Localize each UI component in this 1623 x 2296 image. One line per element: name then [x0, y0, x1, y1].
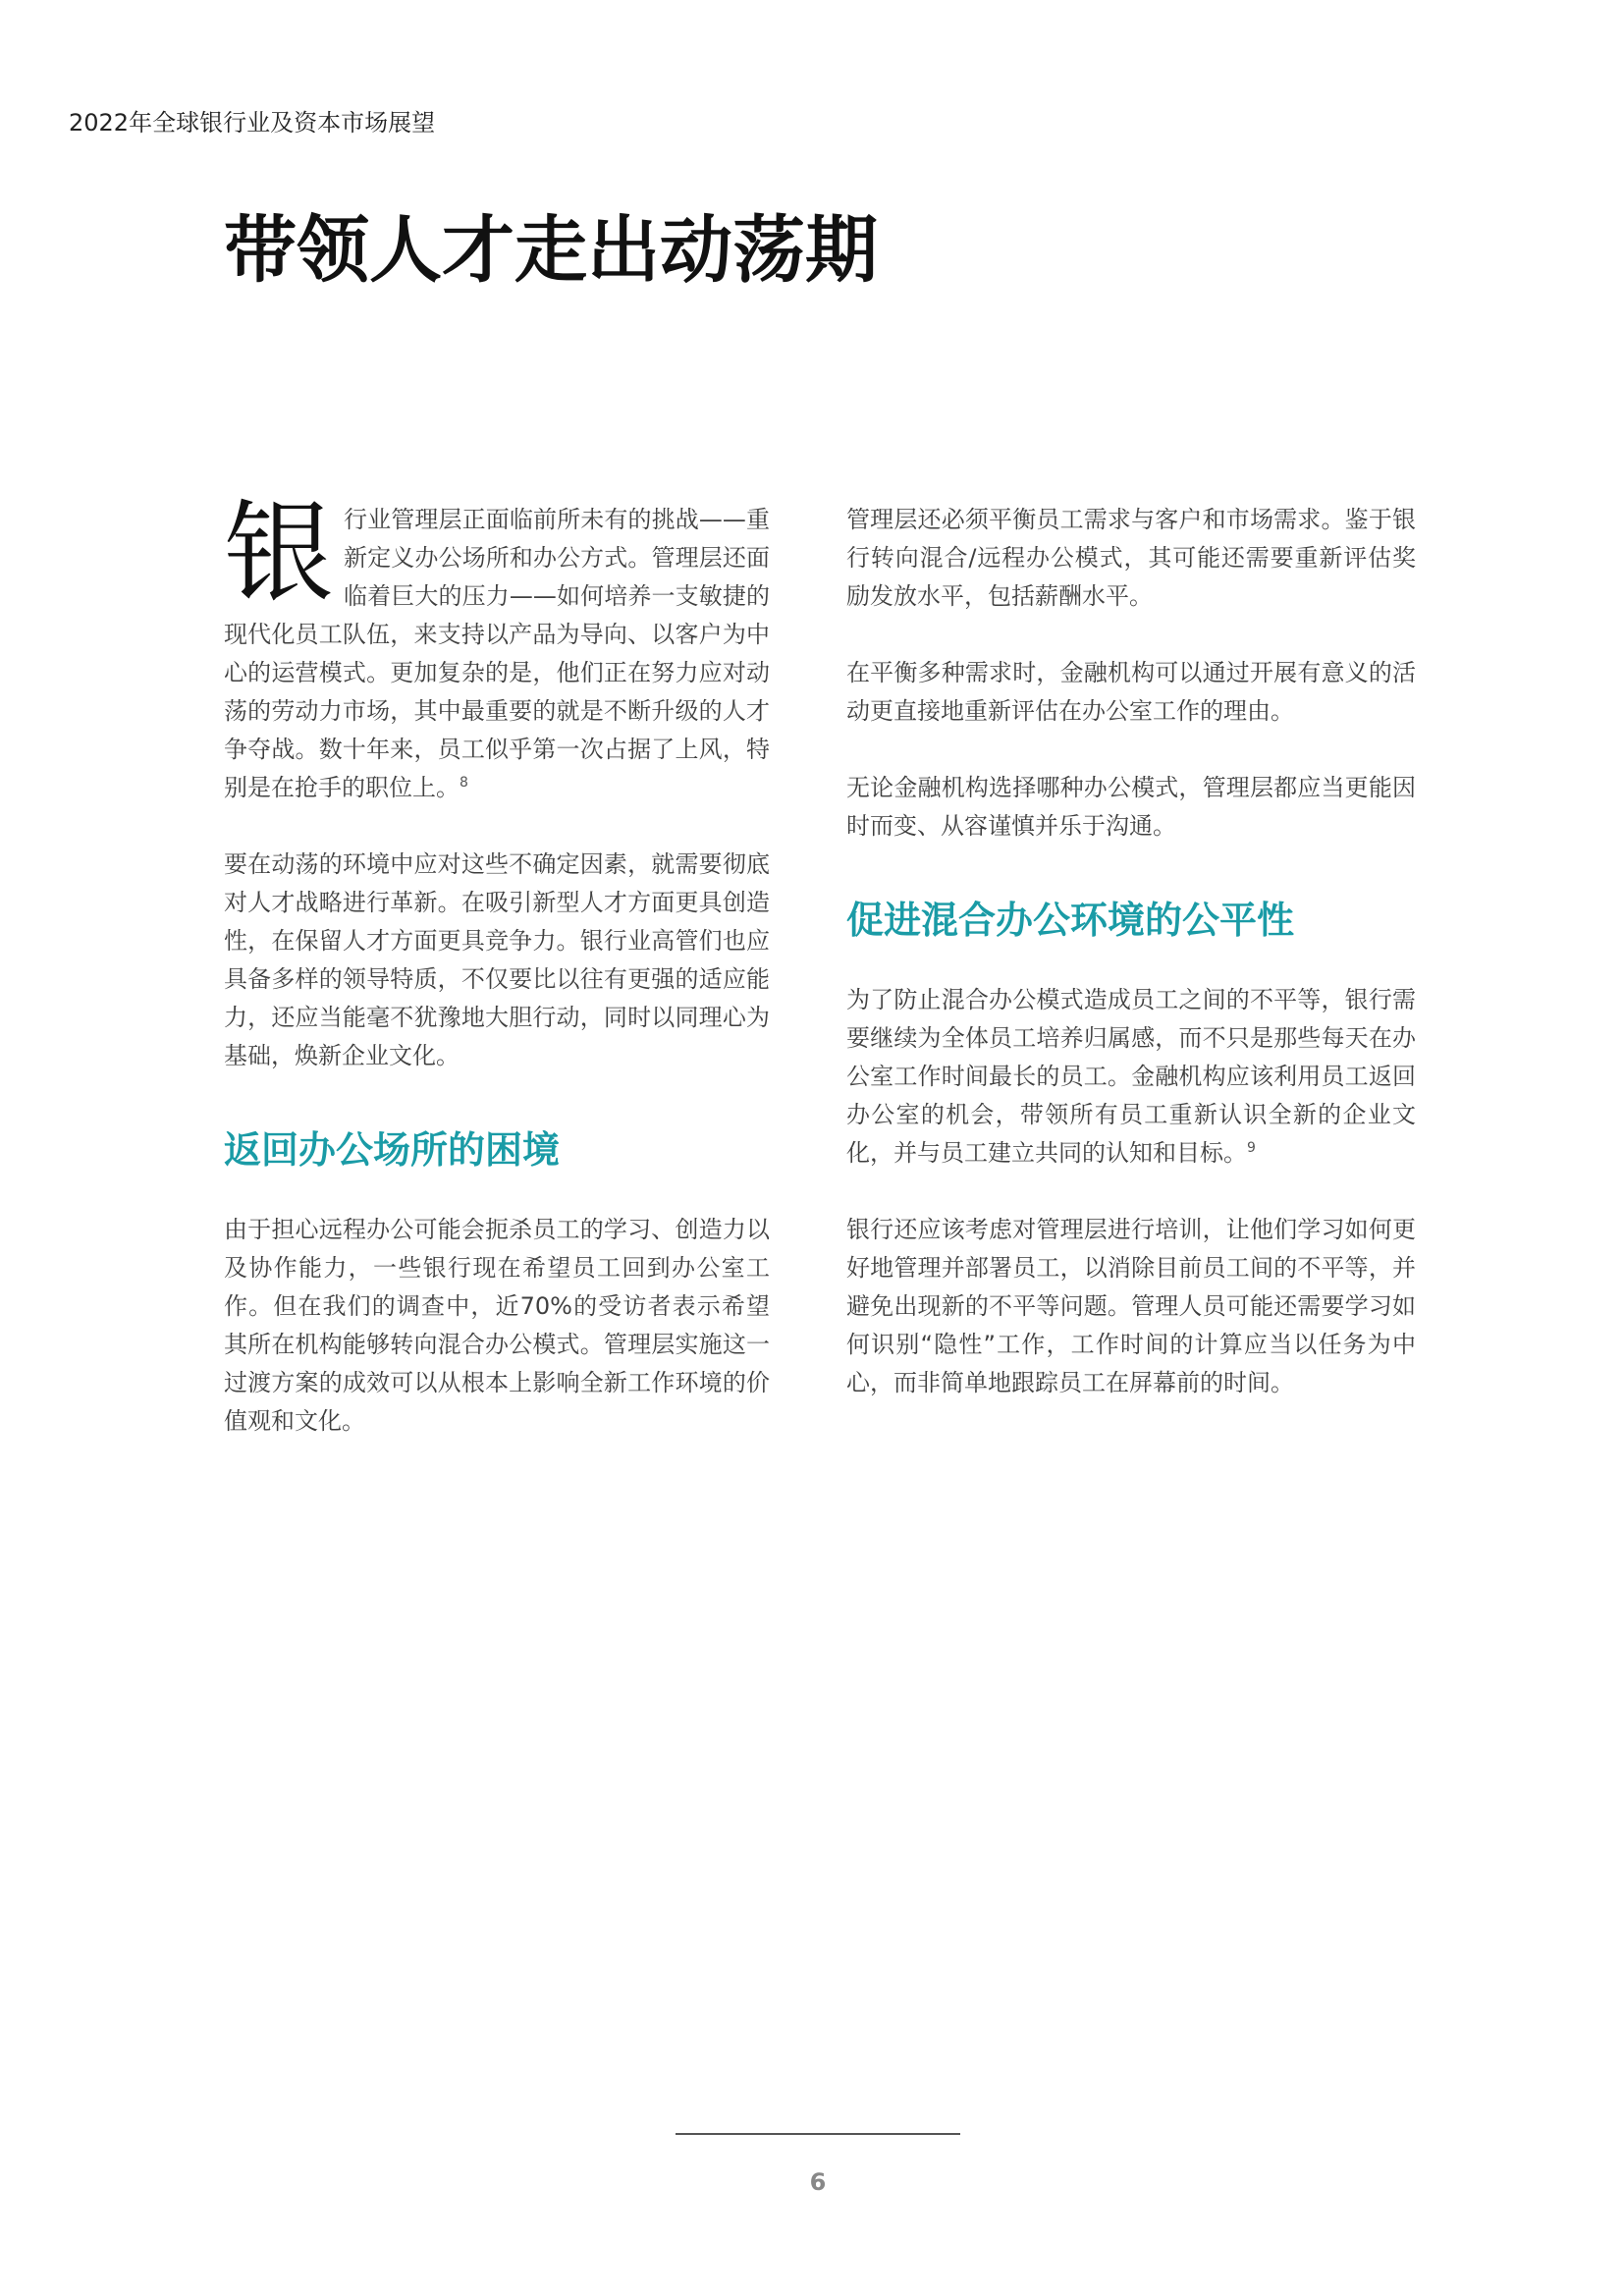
- intro-text: 行业管理层正面临前所未有的挑战——重新定义办公场所和办公方式。管理层还面临着巨大的压力——如何培养一支敏捷的现代化员工队伍，来支持以产品为导向、以客户为中心的运营模式。更加复杂的是，他们正在努力应对动荡的劳动力市场，其中最重要的就是不断升级的人才争夺战。数十年来，员工似乎第一次占据了上风，特别是在抢手的职位上。: [224, 506, 770, 801]
- running-header: 2022年全球银行业及资本市场展望: [69, 109, 436, 137]
- footnote-ref[interactable]: 9: [1247, 1139, 1256, 1156]
- drop-cap: 银: [224, 490, 334, 618]
- balance-needs-paragraph: 管理层还必须平衡员工需求与客户和市场需求。鉴于银行转向混合/远程办公模式，其可能还需要重新评估奖励发放水平，包括薪酬水平。: [846, 506, 1416, 610]
- office-model-paragraph: 无论金融机构选择哪种办公模式，管理层都应当更能因时而变、从容谨慎并乐于沟通。: [846, 774, 1416, 840]
- talent-strategy-paragraph: 要在动荡的环境中应对这些不确定因素，就需要彻底对人才战略进行革新。在吸引新型人才方面更具创造性，在保留人才方面更具竞争力。银行业高管们也应具备多样的领导特质，不仅要比以往有更强的适应能力，还应当能毫不犹豫地大胆行动，同时以同理心为基础，焕新企业文化。: [224, 850, 770, 1069]
- belonging-paragraph: [846, 981, 1416, 1173]
- left-column: [224, 490, 770, 1441]
- footnote-ref[interactable]: 8: [460, 775, 468, 791]
- return-office-paragraph: 由于担心远程办公可能会扼杀员工的学习、创造力以及协作能力，一些银行现在希望员工回到办公室工作。但在我们的调查中，近70%的受访者表示希望其所在机构能够转向混合办公模式。管理层实施这一过渡方案的成效可以从根本上影响全新工作环境的价值观和文化。: [224, 1215, 770, 1435]
- reassess-office-paragraph: 在平衡多种需求时，金融机构可以通过开展有意义的活动更直接地重新评估在办公室工作的理由。: [846, 659, 1416, 725]
- section-heading-return-office: 返回办公场所的困境: [224, 1128, 561, 1172]
- page-number: 6: [809, 2168, 827, 2196]
- belonging-text: 为了防止混合办公模式造成员工之间的不平等，银行需要继续为全体员工培养归属感，而不只是那些每天在办公室工作时间最长的员工。金融机构应该利用员工返回办公室的机会，带领所有员工重新认识全新的企业文化，并与员工建立共同的认知和目标。: [846, 985, 1416, 1167]
- page-title: 带领人才走出动荡期: [224, 208, 878, 293]
- training-paragraph: 银行还应该考虑对管理层进行培训，让他们学习如何更好地管理并部署员工，以消除目前员工间的不平等，并避免出现新的不平等问题。管理人员可能还需要学习如何识别“隐性”工作，工作时间的计算应当以任务为中心，而非简单地跟踪员工在屏幕前的时间。: [846, 1215, 1416, 1396]
- footer-divider: [676, 2133, 960, 2135]
- section-heading-hybrid-fairness: 促进混合办公环境的公平性: [846, 899, 1295, 942]
- intro-paragraph: [224, 490, 770, 807]
- right-column: [846, 501, 1416, 1402]
